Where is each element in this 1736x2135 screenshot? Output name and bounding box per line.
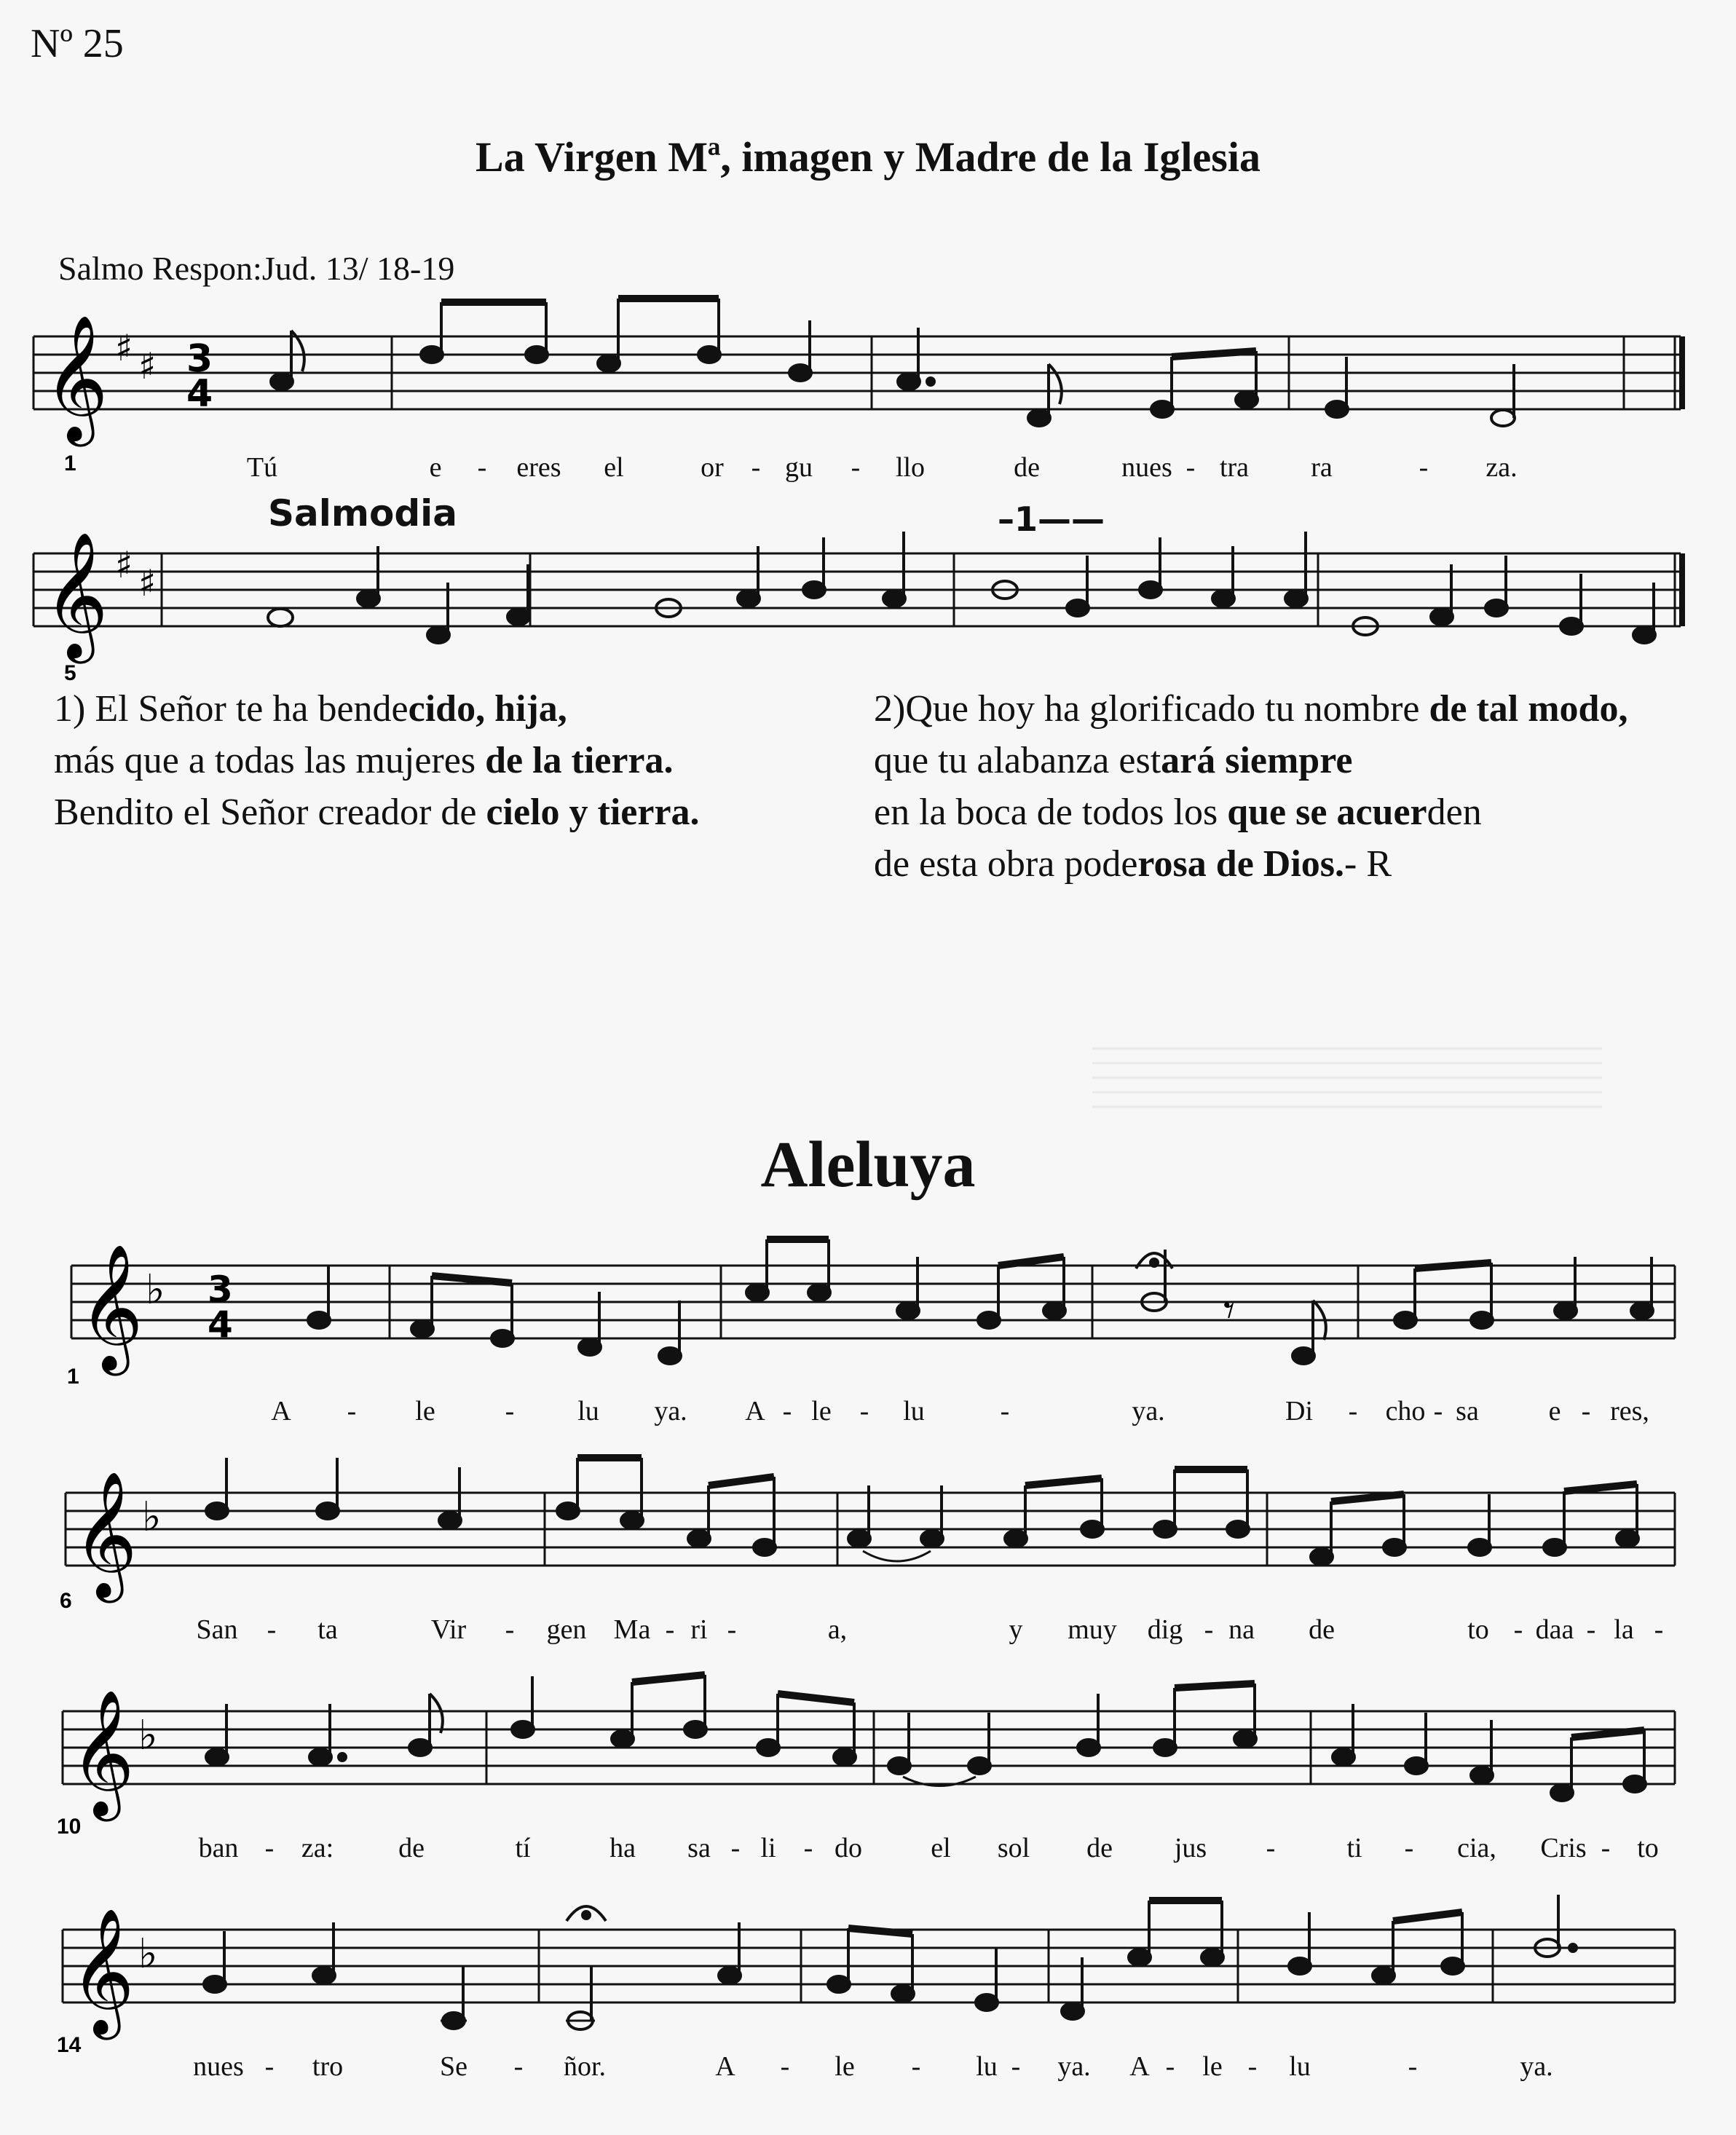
lyric-syllable: A [715, 2051, 735, 2082]
lyric-syllable: - [803, 1833, 813, 1863]
lyric-syllable: - [347, 1396, 357, 1426]
lyric-syllable: ban [198, 1833, 239, 1863]
lyric-syllable: de [1014, 452, 1040, 483]
flat-icon: ♭ [138, 1712, 158, 1759]
lyric-syllable: za. [1486, 452, 1518, 483]
stanza-text: Bendito el Señor creador de [54, 792, 486, 833]
measure-number: 6 [60, 1589, 72, 1613]
stanza-line [874, 838, 1628, 890]
lyric-syllable: dig [1147, 1614, 1183, 1645]
aleluya-staff-2 [0, 1449, 1736, 1613]
treble-clef-icon: 𝄞 [70, 1908, 135, 2035]
lyric-syllable: a, [827, 1614, 848, 1645]
treble-clef-icon: 𝄞 [70, 1689, 135, 1816]
lyric-syllable: na [1228, 1614, 1255, 1645]
lyric-syllable: lu [903, 1396, 925, 1426]
lyric-syllable: ya. [1057, 2051, 1091, 2082]
salmodia-label: Salmodia [268, 492, 458, 534]
lyric-syllable: - [1011, 2051, 1021, 2082]
lyric-syllable: li [760, 1833, 776, 1863]
lyric-syllable: ri [690, 1614, 708, 1645]
lyric-syllable: gu [785, 452, 813, 483]
lyric-syllable: lu [577, 1396, 599, 1426]
psalm-staff-1 [0, 315, 1736, 475]
lyric-syllable: sa [1456, 1396, 1479, 1426]
lyric-syllable: - [851, 452, 861, 483]
stanza-line [874, 786, 1628, 838]
lyric-syllable: - [1601, 1833, 1611, 1863]
lyric-syllable: e [429, 452, 442, 483]
psalm-reference: Salmo Respon:Jud. 13/ 18-19 [58, 250, 455, 287]
stanza-1 [54, 683, 700, 838]
stanza-text: de esta obra pode [874, 843, 1138, 885]
lyric-syllable: - [1165, 2051, 1175, 2082]
aleluya-staff-1 [0, 1231, 1736, 1389]
lyric-syllable: do [835, 1833, 862, 1863]
lyric-syllable: to [1637, 1833, 1659, 1863]
lyric-syllable: sol [997, 1833, 1030, 1863]
lyric-syllable: - [859, 1396, 869, 1426]
stanza-bold-text: cido, hija, [408, 688, 567, 730]
lyric-syllable: - [730, 1833, 741, 1863]
stanza-line [54, 786, 700, 838]
sharp-icon: ♯ [115, 544, 133, 586]
lyric-syllable: - [1185, 452, 1196, 483]
svg-text:3: 3 [186, 337, 213, 381]
svg-text:3: 3 [208, 1268, 233, 1311]
lyric-syllable: ya. [654, 1396, 687, 1426]
lyric-syllable: el [604, 452, 624, 483]
stanza-text: más que a todas las mujeres [54, 740, 486, 781]
lyric-syllable: - [782, 1396, 792, 1426]
aleluya-title: Aleluya [760, 1129, 976, 1201]
lyric-syllable: - [1581, 1396, 1591, 1426]
lyric-syllable: - [267, 1614, 277, 1645]
lyric-syllable: Vir [430, 1614, 467, 1645]
lyric-syllable: de [1086, 1833, 1113, 1863]
page-number: Nº 25 [31, 21, 124, 66]
lyric-syllable: de [398, 1833, 425, 1863]
aleluya-lyrics-row-4 [0, 2051, 1736, 2087]
lyric-syllable: tra [1219, 452, 1250, 483]
flat-icon: ♭ [138, 1930, 158, 1978]
lyric-syllable: - [477, 452, 487, 483]
lyric-syllable: to [1467, 1614, 1489, 1645]
lyric-syllable: - [1404, 1833, 1414, 1863]
aleluya-staff-4 [0, 1886, 1736, 2057]
svg-text:4: 4 [186, 372, 213, 416]
lyric-syllable: muy [1068, 1614, 1117, 1645]
treble-clef-icon: 𝄞 [79, 1244, 143, 1370]
lyric-syllable: - [1204, 1614, 1214, 1645]
lyric-syllable: tí [515, 1833, 531, 1863]
lyric-syllable: ta [317, 1614, 338, 1645]
lyric-syllable: nues [1121, 452, 1172, 483]
tuplet-bracket: –1—— [998, 500, 1105, 539]
treble-clef-icon: 𝄞 [73, 1471, 138, 1598]
lyric-syllable: e [1548, 1396, 1561, 1426]
lyric-syllable: Ma [613, 1614, 651, 1645]
stanza-number: 2) [874, 688, 906, 730]
lyric-syllable: sa [687, 1833, 711, 1863]
stanza-text: en la boca de todos los [874, 792, 1228, 833]
lyric-syllable: y [1009, 1614, 1023, 1645]
aleluya-lyrics-row-3 [0, 1832, 1736, 1868]
aleluya-lyrics-row-2 [0, 1614, 1736, 1650]
stanza-bold-text: de tal modo, [1429, 688, 1628, 730]
stanza-bold-text: de la tierra. [485, 740, 674, 781]
stanza-line [874, 735, 1628, 786]
lyric-syllable: res, [1610, 1396, 1649, 1426]
lyric-syllable: - [751, 452, 761, 483]
lyric-syllable: tro [312, 2051, 344, 2082]
lyric-syllable: cho [1385, 1396, 1426, 1426]
psalm-lyrics [0, 451, 1736, 488]
lyric-syllable: - [264, 1833, 275, 1863]
lyric-syllable: Cris [1540, 1833, 1587, 1863]
stanza-bold-text: cielo y tierra. [486, 792, 700, 833]
lyric-syllable: de [1309, 1614, 1335, 1645]
lyric-syllable: - [1433, 1396, 1443, 1426]
stanza-text: El Señor te ha bende [95, 688, 409, 730]
treble-clef-icon: 𝄞 [44, 315, 108, 441]
measure-number: 5 [64, 661, 76, 685]
lyric-syllable: A [745, 1396, 765, 1426]
lyric-syllable: ñor. [563, 2051, 607, 2082]
lyric-syllable: A [1129, 2051, 1150, 2082]
measure-number: 14 [57, 2033, 82, 2057]
lyric-syllable: llo [895, 452, 926, 483]
lyric-syllable: - [665, 1614, 675, 1645]
lyric-syllable: cia, [1457, 1833, 1496, 1863]
lyric-syllable: - [1408, 2051, 1418, 2082]
lyric-syllable: - [264, 2051, 275, 2082]
lyric-syllable: - [1000, 1396, 1010, 1426]
lyric-syllable: A [271, 1396, 291, 1426]
stanza-bold-text: ará siempre [1161, 740, 1353, 781]
lyric-syllable: ti [1346, 1833, 1362, 1863]
lyric-syllable: lu [976, 2051, 998, 2082]
lyric-syllable: Di [1285, 1396, 1313, 1426]
lyric-syllable: Se [440, 2051, 467, 2082]
lyric-syllable: ha [609, 1833, 636, 1863]
stanza-bold-text: que se acuer [1227, 792, 1427, 833]
stanza-text: que tu alabanza est [874, 740, 1161, 781]
lyric-syllable: el [931, 1833, 951, 1863]
lyric-syllable: daa [1535, 1614, 1574, 1645]
lyric-syllable: za: [301, 1833, 334, 1863]
lyric-syllable: - [1419, 452, 1429, 483]
sharp-icon: ♯ [115, 327, 133, 369]
lyric-syllable: lu [1289, 2051, 1311, 2082]
stanza-line [54, 735, 700, 786]
lyric-syllable: - [1266, 1833, 1276, 1863]
salmodia-staff [0, 532, 1736, 685]
lyric-syllable: le [1202, 2051, 1223, 2082]
lyric-syllable: - [780, 2051, 790, 2082]
lyric-syllable: nues [193, 2051, 244, 2082]
stanza-bold-text: rosa de Dios. [1137, 843, 1345, 885]
lyric-syllable: gen [546, 1614, 587, 1645]
measure-number: 1 [64, 451, 76, 475]
aleluya-staff-3 [0, 1668, 1736, 1839]
lyric-syllable: - [505, 1614, 515, 1645]
lyric-syllable: - [513, 2051, 524, 2082]
lyric-syllable: - [505, 1396, 515, 1426]
aleluya-lyrics-row-1 [0, 1395, 1736, 1432]
measure-number: 1 [67, 1365, 79, 1389]
flat-icon: ♭ [146, 1266, 165, 1314]
stanza-line [54, 683, 700, 735]
measure-number: 10 [57, 1815, 82, 1839]
lyric-syllable: jus [1174, 1833, 1207, 1863]
stanza-2 [874, 683, 1628, 890]
lyric-syllable: - [1247, 2051, 1258, 2082]
lyric-syllable: - [1513, 1614, 1523, 1645]
stanza-text: Que hoy ha glorificado tu nombre [905, 688, 1429, 730]
stanza-text: den [1427, 792, 1482, 833]
lyric-syllable: ya. [1132, 1396, 1165, 1426]
rest-icon: 𝄾 [1223, 1285, 1235, 1336]
svg-text:4: 4 [208, 1303, 233, 1346]
stanza-number: 1) [54, 688, 86, 730]
page-title: La Virgen Mª, imagen y Madre de la Iglesia [476, 133, 1260, 181]
lyric-syllable: San [196, 1614, 238, 1645]
lyric-syllable: le [415, 1396, 435, 1426]
stanza-text: - R [1344, 843, 1392, 885]
stanza-line [874, 683, 1628, 735]
lyric-syllable: le [811, 1396, 832, 1426]
lyric-syllable: - [1348, 1396, 1358, 1426]
sharp-icon: ♯ [138, 345, 157, 387]
lyric-syllable: le [835, 2051, 855, 2082]
sharp-icon: ♯ [138, 562, 157, 604]
lyric-syllable: Tú [246, 452, 278, 483]
lyric-syllable: ya. [1520, 2051, 1553, 2082]
lyric-syllable: - [1654, 1614, 1664, 1645]
flat-icon: ♭ [142, 1493, 162, 1541]
lyric-syllable: eres [516, 452, 561, 483]
lyric-syllable: - [911, 2051, 921, 2082]
lyric-syllable: - [1586, 1614, 1596, 1645]
lyric-syllable: ra [1311, 452, 1333, 483]
treble-clef-icon: 𝄞 [44, 532, 108, 658]
lyric-syllable: la [1614, 1614, 1634, 1645]
lyric-syllable: or [701, 452, 724, 483]
lyric-syllable: - [727, 1614, 737, 1645]
